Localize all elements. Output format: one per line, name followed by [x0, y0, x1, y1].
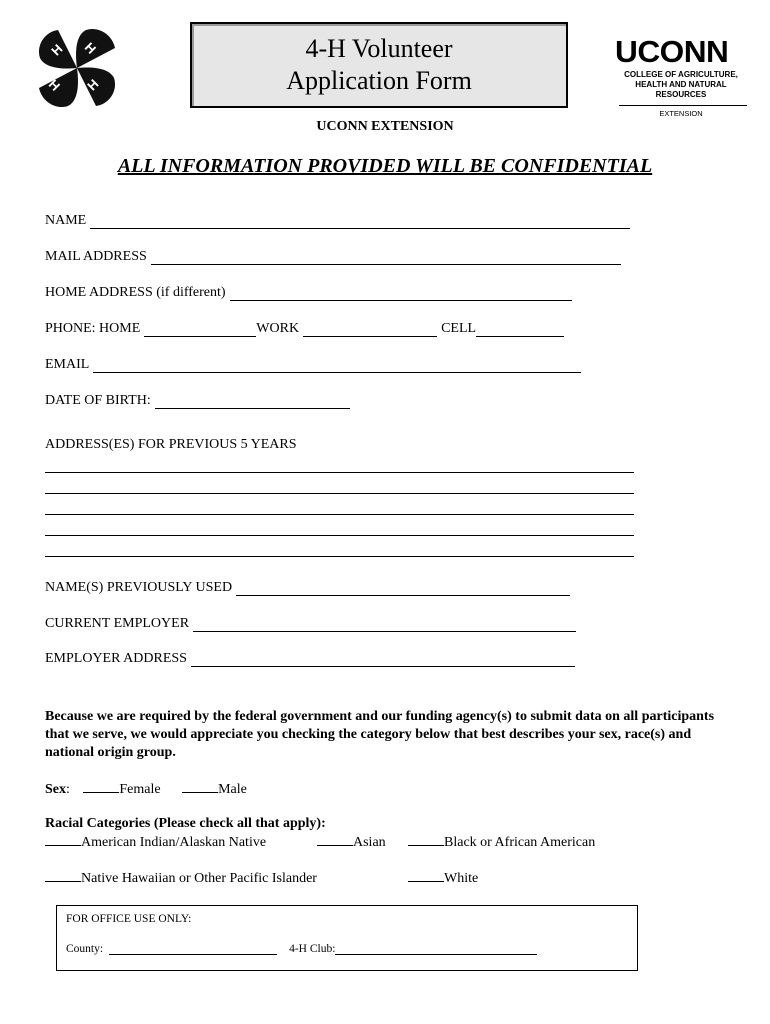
mail-address-input-line[interactable] [151, 252, 621, 265]
previous-names-field [45, 580, 570, 596]
race-option-asian [317, 833, 386, 851]
current-employer-field [45, 616, 576, 632]
race-option-white [408, 869, 478, 887]
email-field [45, 357, 581, 373]
previous-names-input-line[interactable] [236, 583, 570, 596]
phone-cell-label: CELL [441, 321, 477, 336]
county-label: County: [66, 943, 104, 955]
home-address-input-line[interactable] [230, 288, 572, 301]
form-title-line1: 4-H Volunteer [305, 34, 453, 63]
sex-label: Sex [45, 782, 66, 797]
race-option-label: White [444, 871, 479, 886]
name-label: NAME [45, 213, 87, 228]
race-option-native-hawaiian [45, 869, 317, 887]
office-use-title: FOR OFFICE USE ONLY: [66, 913, 192, 925]
office-use-fields [66, 943, 537, 955]
office-use-box [56, 905, 638, 971]
four-h-clover-logo [36, 26, 118, 112]
email-input-line[interactable] [93, 360, 581, 373]
uconn-college-name [615, 70, 747, 100]
female-checkbox-blank[interactable] [83, 780, 119, 793]
female-label: Female [119, 782, 161, 797]
club-input-line[interactable] [335, 945, 537, 955]
phone-work-input-line[interactable] [303, 324, 437, 337]
college-line: RESOURCES [655, 90, 707, 99]
college-line: HEALTH AND NATURAL [635, 80, 727, 89]
home-address-field [45, 285, 572, 301]
name-field [45, 213, 630, 229]
name-input-line[interactable] [90, 216, 630, 229]
previous-names-label: NAME(S) PREVIOUSLY USED [45, 580, 233, 595]
race-option-american-indian [45, 833, 266, 851]
club-label: 4-H Club: [289, 943, 336, 955]
race-checkbox-blank[interactable] [408, 833, 444, 846]
uconn-logo [615, 36, 750, 118]
phone-home-input-line[interactable] [144, 324, 256, 337]
previous-addresses-field [45, 437, 297, 453]
current-employer-input-line[interactable] [193, 619, 576, 632]
demographics-intro: Because we are required by the federal government and our funding agency(s) to submit data on all participants that we serve, we would appreciate you checking the category below that best describes your sex, race(s) and national origin group. [45, 709, 715, 760]
race-checkbox-blank[interactable] [45, 869, 81, 882]
subtitle: UCONN EXTENSION [316, 119, 454, 134]
race-option-label: Black or African American [444, 835, 596, 850]
previous-address-line[interactable] [45, 493, 634, 494]
race-option-label: American Indian/Alaskan Native [81, 835, 267, 850]
employer-address-label: EMPLOYER ADDRESS [45, 651, 187, 666]
race-checkbox-blank[interactable] [408, 869, 444, 882]
phone-field [45, 321, 564, 337]
mail-address-field [45, 249, 621, 265]
email-label: EMAIL [45, 357, 90, 372]
college-line: COLLEGE OF AGRICULTURE, [624, 70, 738, 79]
race-option-black [408, 833, 595, 851]
race-checkbox-blank[interactable] [317, 833, 353, 846]
uconn-extension-label: EXTENSION [659, 109, 703, 118]
race-option-label: Native Hawaiian or Other Pacific Islander [81, 871, 317, 886]
phone-home-label: PHONE: HOME [45, 321, 141, 336]
four-h-clover-icon [36, 26, 118, 112]
mail-address-label: MAIL ADDRESS [45, 249, 147, 264]
racial-heading: Racial Categories (Please check all that apply): [45, 816, 326, 831]
home-address-label: HOME ADDRESS (if different) [45, 285, 226, 300]
dob-input-line[interactable] [155, 396, 350, 409]
previous-addresses-label: ADDRESS(ES) FOR PREVIOUS 5 YEARS [45, 437, 297, 452]
race-option-label: Asian [353, 835, 386, 850]
phone-cell-input-line[interactable] [476, 324, 564, 337]
confidential-notice: ALL INFORMATION PROVIDED WILL BE CONFIDENTIAL [117, 155, 653, 177]
logo-divider [619, 105, 747, 106]
current-employer-label: CURRENT EMPLOYER [45, 616, 190, 631]
county-input-line[interactable] [109, 945, 277, 955]
uconn-wordmark: UCONN [615, 34, 729, 69]
employer-address-input-line[interactable] [191, 654, 575, 667]
svg-text:H: H [48, 41, 66, 59]
form-title-box [190, 22, 568, 108]
previous-address-line[interactable] [45, 472, 634, 473]
male-checkbox-blank[interactable] [182, 780, 218, 793]
race-checkbox-blank[interactable] [45, 833, 81, 846]
previous-address-line[interactable] [45, 535, 634, 536]
dob-field [45, 393, 350, 409]
svg-text:H: H [81, 39, 100, 57]
sex-colon: : [66, 782, 70, 797]
svg-text:H: H [45, 76, 64, 94]
previous-address-line[interactable] [45, 556, 634, 557]
form-title-line2: Application Form [286, 66, 472, 95]
sex-row [45, 780, 247, 798]
svg-text:H: H [84, 76, 102, 94]
previous-address-line[interactable] [45, 514, 634, 515]
phone-work-label: WORK [256, 321, 300, 336]
employer-address-field [45, 651, 575, 667]
male-label: Male [218, 782, 247, 797]
dob-label: DATE OF BIRTH: [45, 393, 151, 408]
